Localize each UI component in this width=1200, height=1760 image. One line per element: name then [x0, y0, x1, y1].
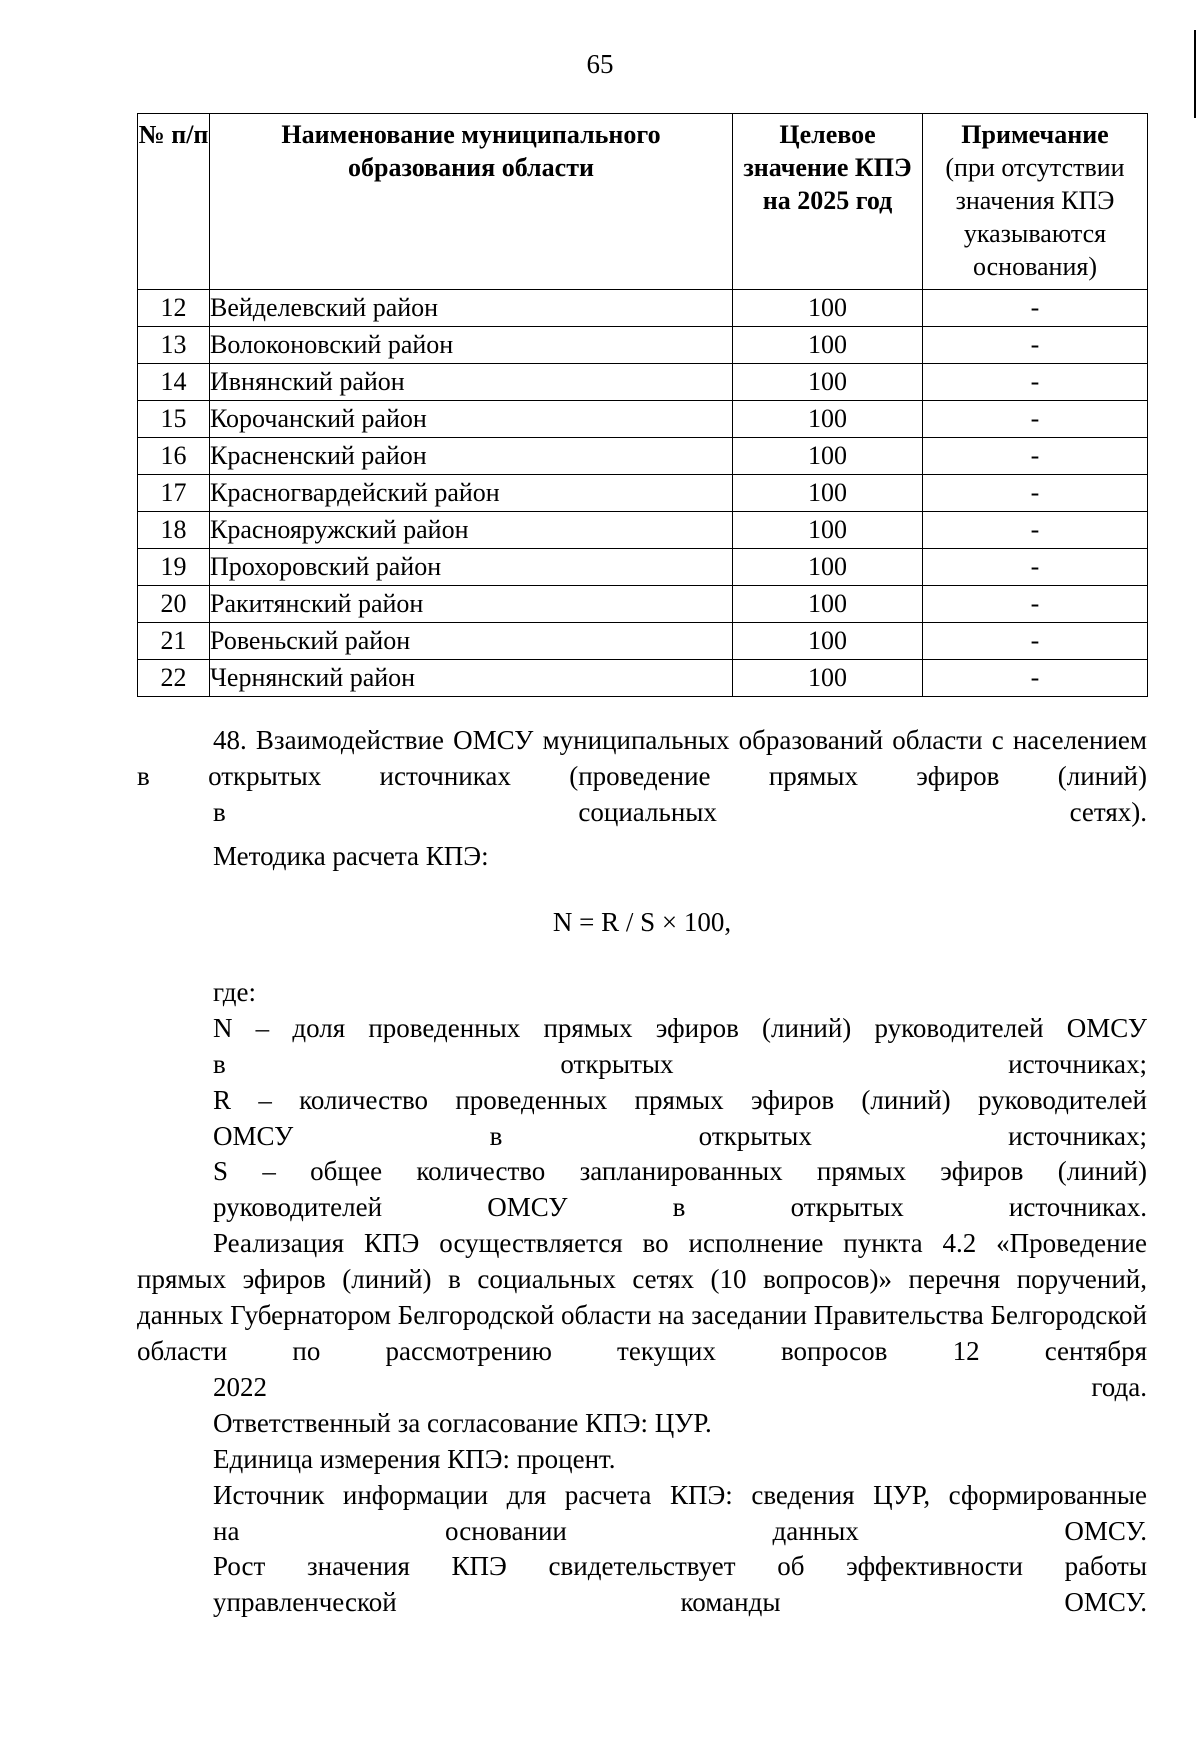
cell-value: 100: [733, 401, 923, 438]
table-row: [138, 401, 1148, 438]
cell-note: -: [923, 586, 1148, 623]
page-number: 65: [586, 49, 614, 79]
definition-s: [137, 1153, 1147, 1225]
definition-s-line-a: S – общее количество запланированных прямых эфиров (линий): [213, 1156, 1147, 1186]
table-row: [138, 438, 1148, 475]
table-row: [138, 549, 1148, 586]
cell-num: 19: [138, 549, 210, 586]
section-heading-line-b: в социальных сетях).: [213, 797, 1147, 827]
cell-value: 100: [733, 438, 923, 475]
formula: N = R / S × 100,: [552, 907, 732, 937]
cell-value: 100: [733, 364, 923, 401]
cell-name: Вейделевский район: [210, 290, 733, 327]
cell-num: 15: [138, 401, 210, 438]
cell-name: Ракитянский район: [210, 586, 733, 623]
table-row: [138, 290, 1148, 327]
source-line-b: на основании данных ОМСУ.: [213, 1516, 1147, 1546]
table-row: [138, 660, 1148, 697]
header-num: № п/п: [138, 114, 210, 290]
cell-name: Краснояружский район: [210, 512, 733, 549]
header-name: Наименование муниципального образования области: [210, 114, 733, 290]
section-heading-line-a: 48. Взаимодействие ОМСУ муниципальных образований области с населением в открытых источниках (проведение прямых эфиров (линий): [137, 725, 1147, 791]
table-body: [138, 290, 1148, 697]
unit-line: Единица измерения КПЭ: процент.: [213, 1444, 616, 1474]
cell-name: Красногвардейский район: [210, 475, 733, 512]
cell-num: 18: [138, 512, 210, 549]
header-value: Целевое значение КПЭ на 2025 год: [733, 114, 923, 290]
definition-n-line-a: N – доля проведенных прямых эфиров (линий) руководителей ОМСУ: [213, 1013, 1147, 1043]
implementation-line-a: Реализация КПЭ осуществляется во исполнение пункта 4.2 «Проведение прямых эфиров (линий) в социальных сетях (10 вопросов)» перечня поручений, данных Губернатором Белгородской области на заседании Правительства Белгородской области по рассмотрению текущих вопросов 12 сентября: [137, 1228, 1147, 1366]
definition-n: [137, 1010, 1147, 1082]
definition-n-line-b: в открытых источниках;: [213, 1049, 1147, 1079]
header-note: [923, 114, 1148, 290]
cell-num: 21: [138, 623, 210, 660]
cell-name: Красненский район: [210, 438, 733, 475]
cell-name: Чернянский район: [210, 660, 733, 697]
definition-s-line-b: руководителей ОМСУ в открытых источниках.: [213, 1192, 1147, 1222]
cell-note: -: [923, 401, 1148, 438]
cell-value: 100: [733, 623, 923, 660]
table-row: [138, 623, 1148, 660]
table-row: [138, 475, 1148, 512]
table-row: [138, 512, 1148, 549]
cell-note: -: [923, 623, 1148, 660]
cell-name: Прохоровский район: [210, 549, 733, 586]
cell-num: 20: [138, 586, 210, 623]
header-note-sub: (при отсутствии значения КПЭ указываются основания): [945, 153, 1125, 281]
implementation-line-b: 2022 года.: [213, 1372, 1147, 1402]
cell-note: -: [923, 290, 1148, 327]
cell-name: Ровеньский район: [210, 623, 733, 660]
growth-line-a: Рост значения КПЭ свидетельствует об эффективности работы: [213, 1551, 1147, 1581]
kpe-table: [137, 113, 1148, 697]
cell-note: -: [923, 327, 1148, 364]
cell-name: Корочанский район: [210, 401, 733, 438]
table-row: [138, 586, 1148, 623]
definition-r-line-a: R – количество проведенных прямых эфиров (линий) руководителей: [213, 1085, 1147, 1115]
cell-name: Ивнянский район: [210, 364, 733, 401]
header-note-title: Примечание: [961, 120, 1109, 149]
definition-r-line-b: ОМСУ в открытых источниках;: [213, 1121, 1147, 1151]
cell-num: 17: [138, 475, 210, 512]
cell-note: -: [923, 512, 1148, 549]
cell-note: -: [923, 549, 1148, 586]
cell-name: Волоконовский район: [210, 327, 733, 364]
table-row: [138, 364, 1148, 401]
table-row: [138, 327, 1148, 364]
cell-note: -: [923, 364, 1148, 401]
cell-note: -: [923, 660, 1148, 697]
cell-num: 14: [138, 364, 210, 401]
growth-line-b: управленческой команды ОМСУ.: [213, 1587, 1147, 1617]
implementation-paragraph: [137, 1225, 1147, 1405]
cell-note: -: [923, 475, 1148, 512]
cell-num: 13: [138, 327, 210, 364]
cell-value: 100: [733, 290, 923, 327]
section-heading: [137, 722, 1147, 830]
method-label: Методика расчета КПЭ:: [213, 841, 489, 871]
cell-num: 16: [138, 438, 210, 475]
source-line-a: Источник информации для расчета КПЭ: сведения ЦУР, сформированные: [213, 1480, 1147, 1510]
cell-value: 100: [733, 549, 923, 586]
cell-value: 100: [733, 586, 923, 623]
cell-num: 22: [138, 660, 210, 697]
cell-value: 100: [733, 660, 923, 697]
definition-r: [137, 1082, 1147, 1154]
responsible-line: Ответственный за согласование КПЭ: ЦУР.: [213, 1408, 712, 1438]
cell-value: 100: [733, 512, 923, 549]
cell-note: -: [923, 438, 1148, 475]
cell-value: 100: [733, 475, 923, 512]
growth-paragraph: [137, 1548, 1147, 1620]
cell-num: 12: [138, 290, 210, 327]
where-label: где:: [213, 977, 256, 1007]
scan-edge-line: [1194, 30, 1196, 118]
table-header-row: [138, 114, 1148, 290]
cell-value: 100: [733, 327, 923, 364]
source-paragraph: [137, 1477, 1147, 1549]
